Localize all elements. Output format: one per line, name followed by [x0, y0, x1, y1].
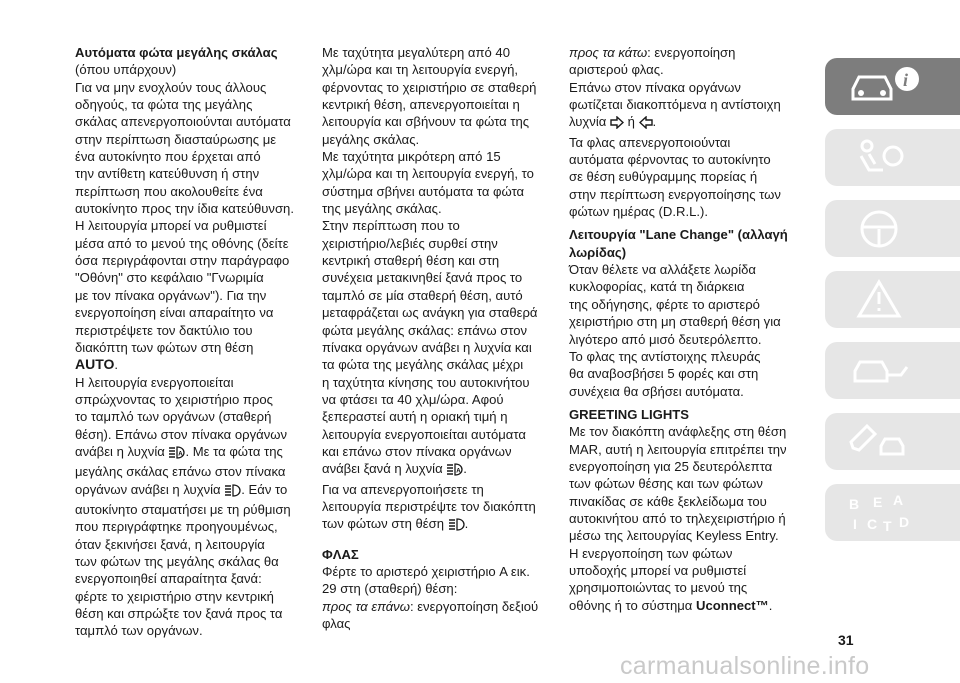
svg-text:D: D [899, 514, 910, 530]
text-line: των φώτων στη θέση . [322, 515, 550, 535]
text-line: Για να απενεργοποιήσετε τη [322, 481, 484, 497]
text-line: αριστερού φλας. [569, 62, 664, 78]
section-heading-lane-change-cont: λωρίδας) [569, 244, 627, 260]
text-line: προς τα επάνω: ενεργοποίηση δεξιού [322, 598, 539, 614]
text-line: συνέχεια μετακινηθεί ξανά προς το [322, 270, 523, 286]
text-line: ανάβει ξανά η λυχνία A . [322, 460, 550, 480]
text-line: φλας [322, 616, 351, 631]
text-line: MAR, αυτή η λειτουργία επιτρέπει την [569, 441, 787, 457]
text-line: οργάνων ανάβει η λυχνία . Εάν το [75, 481, 303, 501]
text-line: θέση). Επάνω στον πίνακα οργάνων [75, 426, 288, 442]
hazard-triangle-icon [847, 278, 927, 322]
paragraph-block [75, 61, 303, 356]
text-line: Η ενεργοποίηση των φώτων [569, 545, 733, 561]
text-line: με τον πίνακα οργάνων"). Για την [75, 287, 267, 303]
tab-safety[interactable] [825, 129, 960, 186]
auto-high-beam-icon [168, 446, 185, 463]
text-line: αυτοκίνητο προς την ίδια κατεύθυνση. [75, 201, 294, 217]
column-3 [569, 44, 797, 614]
text-line: οθόνης ή το σύστημα Uconnect™. [569, 597, 773, 613]
text-line: 29 στη (σταθερή) θέση: [322, 581, 458, 597]
text-line: την αντίθετη κατεύθυνση ή στην [75, 166, 260, 182]
text-line: αυτόματα φέρνοντας το αυτοκίνητο [569, 152, 771, 168]
svg-text:E: E [873, 494, 883, 510]
text-line: ανάβει η λυχνία A . Με τα φώτα της [75, 443, 303, 463]
paragraph-block [569, 61, 797, 113]
chapter-sidebar [825, 58, 960, 618]
paragraph-block [569, 134, 797, 221]
text-line: θέση και σπρώξτε τον ξανά προς τα [75, 606, 283, 621]
text-line: συνέχεια θα σβήσει αυτόματα. [569, 383, 744, 399]
text-line: Στην περίπτωση που το [322, 218, 460, 234]
text-line: οδηγούς, τα φώτα της μεγάλης [75, 97, 253, 113]
text-line: Με ταχύτητα μικρότερη από 15 [322, 149, 501, 165]
text-line: των φώτων θέσης και των φώτων [569, 476, 763, 492]
text-line: Το φλας της αντίστοιχης πλευράς [569, 348, 761, 364]
text-line: σπρώχνοντας το χειριστήριο προς [75, 391, 273, 407]
text-line: μεγάλης σκάλας. [322, 131, 420, 147]
text-line: τα φώτα της μεγάλης σκάλας μέχρι [322, 357, 524, 373]
svg-text:T: T [883, 518, 892, 534]
text-line: το ταμπλό των οργάνων (σταθερή [75, 409, 272, 425]
direction-down-label: προς τα κάτω [569, 45, 648, 60]
text-line: υποδοχής μπορεί να ρυθμιστεί [569, 562, 747, 578]
column-2 [322, 44, 550, 632]
paragraph-block [75, 374, 303, 443]
text-line: ενεργοποίηση για 25 δευτερόλεπτα [569, 458, 773, 474]
column-1 [75, 44, 303, 640]
text-line: Φέρτε το αριστερό χειριστήριο A εικ. [322, 563, 530, 579]
text-line: της οδήγησης, φέρτε το αριστερό [569, 296, 760, 312]
text-line: περίπτωση που ακολουθείτε ένα [75, 183, 263, 199]
text-line: Για να μην ενοχλούν τους άλλους [75, 79, 267, 95]
text-line: των φώτων της μεγάλης σκάλας θα [75, 553, 279, 569]
text-line: αυτοκίνητο σταματήσει με τη ρύθμιση [75, 501, 291, 517]
auto-position-label: AUTO [75, 356, 115, 373]
text-line: Τα φλας απενεργοποιούνται [569, 134, 731, 150]
text-line: Όταν θέλετε να αλλάξετε λωρίδα [569, 262, 756, 278]
text-line: Με τον διακόπτη ανάφλεξης στη θέση [569, 424, 787, 440]
svg-text:A: A [178, 451, 184, 458]
text-line: στην περίπτωση ενεργοποίησης των [569, 186, 781, 202]
direction-up-label: προς τα επάνω [322, 598, 410, 614]
text-line: όσα περιγράφονται στην παράγραφο [75, 253, 290, 269]
text-line: κυκλοφορίας, κατά τη διάρκεια [569, 279, 745, 295]
paragraph-block [322, 563, 550, 598]
text-line: λειτουργία περιστρέψτε τον διακόπτη [322, 498, 536, 514]
svg-text:i: i [903, 70, 909, 90]
airbag-seat-icon [847, 136, 927, 180]
auto-high-beam-icon [446, 463, 463, 480]
wrench-car-icon [847, 420, 927, 464]
text-line: που περιγράφτηκε προηγουμένως, [75, 519, 278, 535]
text-line: όταν ξεκινήσει ξανά, η λειτουργία [75, 536, 265, 552]
text-line: ένα αυτοκίνητο που έρχεται από [75, 149, 261, 165]
steering-wheel-icon [847, 207, 927, 251]
text-line: της μεγάλης σκάλας. [322, 201, 442, 217]
text-line: AUTO. [75, 356, 119, 373]
tab-car-info[interactable] [825, 58, 960, 115]
tab-emergency[interactable] [825, 342, 960, 399]
text-line: περιστρέψετε τον δακτύλιο του [75, 322, 253, 338]
text-line: κεντρική θέση, απενεργοποιείται η [322, 97, 520, 113]
text-line: μεταφράζεται ως ανάγκη για σταθερά [322, 305, 538, 321]
text-line: η ταχύτητα κίνησης του αυτοκινήτου [322, 374, 530, 390]
text-line: χειριστήριο/λεβιές συρθεί στην [322, 235, 498, 251]
high-beam-icon [448, 518, 465, 535]
paragraph-block [569, 423, 797, 596]
text-line: θα αναβοσβήσει 5 φορές και στη [569, 366, 759, 382]
text-line: στην περίπτωση διασταύρωσης με [75, 131, 277, 147]
text-line: διακόπτη των φώτων στη θέση [75, 339, 254, 355]
section-heading-lane-change: Λειτουργία "Lane Change" (αλλαγή [569, 227, 788, 243]
svg-text:A: A [893, 492, 904, 508]
text-line: κεντρική σταθερή θέση και στη [322, 253, 500, 269]
section-heading-auto-high-beams: Αυτόματα φώτα μεγάλης σκάλας [75, 45, 278, 60]
watermark: carmanualsonline.info [620, 652, 870, 680]
text-line: χειριστήριο στη μη σταθερή θέση για [569, 314, 781, 330]
text-line: χλμ/ώρα και τη λειτουργία ενεργή, το [322, 166, 534, 182]
text-line: σε θέση ευθύγραμμης πορείας ή [569, 169, 758, 185]
svg-text:B: B [849, 496, 860, 512]
text-line: λιγότερο από μισό δευτερόλεπτο. [569, 331, 762, 347]
text-line: χρησιμοποιώντας το μενού της [569, 580, 748, 596]
paragraph-block [322, 481, 550, 516]
tab-index[interactable] [825, 484, 960, 541]
text-line: ταμπλό σε μία σταθερή θέση, αυτό [322, 287, 523, 303]
paragraph-block [322, 44, 550, 460]
page-number: 31 [838, 632, 854, 648]
text-line: φώτων ημέρας (D.R.L.). [569, 204, 709, 220]
paragraph-block [569, 261, 797, 400]
text-line: φωτίζεται διακοπτόμενα η αντίστοιχη [569, 97, 781, 113]
svg-text:I: I [853, 516, 857, 532]
tab-maintenance[interactable] [825, 413, 960, 470]
text-line: μέσω της λειτουργίας Keyless Entry. [569, 528, 779, 544]
text-line: μεγάλης σκάλας επάνω στον πίνακα [75, 464, 286, 480]
text-line: ταμπλό των οργάνων. [75, 623, 203, 639]
alphabet-index-icon [847, 491, 927, 535]
text-line: προς τα κάτω: ενεργοποίηση [569, 45, 736, 60]
car-info-icon [847, 65, 927, 109]
text-line: ξεπεραστεί αυτή η οριακή τιμή η [322, 409, 508, 425]
text-line: φέρτε το χειριστήριο στην κεντρική [75, 588, 274, 604]
svg-text:C: C [867, 516, 878, 532]
svg-text:A: A [456, 468, 461, 475]
left-indicator-icon [639, 116, 653, 133]
high-beam-icon [224, 484, 241, 501]
text-line: να φτάσει τα 40 χλμ/ώρα. Αφού [322, 391, 504, 407]
text-line: "Οθόνη" στο κεφάλαιο "Γνωριμία [75, 270, 264, 286]
car-tow-icon [847, 349, 927, 393]
text-line: φέρνοντας το χειριστήριο σε σταθερή [322, 79, 537, 95]
text-line: πινακίδας σε κάθε ξεκλείδωμα του [569, 493, 767, 509]
section-heading-indicators: ΦΛΑΣ [322, 546, 359, 562]
text-line: ενεργοποιηθεί απαραίτητα ξανά: [75, 571, 262, 587]
text-line: σκάλας απενεργοποιούνται αυτόματα [75, 114, 291, 130]
text-line: και επάνω στον πίνακα οργάνων [322, 443, 512, 459]
text-line: Με ταχύτητα μεγαλύτερη από 40 [322, 45, 510, 60]
tab-warning-lights[interactable] [825, 271, 960, 328]
text-line: Η λειτουργία ενεργοποιείται [75, 374, 234, 390]
uconnect-label: Uconnect™ [695, 597, 769, 613]
text-line: σύστημα σβήνει αυτόματα τα φώτα [322, 183, 525, 199]
right-indicator-icon [610, 116, 624, 133]
text-line: αυτοκινήτου από το τηλεχειριστήριο ή [569, 510, 786, 526]
section-heading-greeting-lights: GREETING LIGHTS [569, 406, 690, 422]
text-line: λυχνία ή . [569, 113, 797, 133]
text-line: ενεργοποίηση είναι απαραίτητο να [75, 305, 274, 321]
tab-starting-driving[interactable] [825, 200, 960, 257]
text-line: Η λειτουργία μπορεί να ρυθμιστεί [75, 218, 267, 234]
text-line: Επάνω στον πίνακα οργάνων [569, 79, 741, 95]
text-line: λειτουργία ενεργοποιείται αυτόματα [322, 426, 526, 442]
text-line: μέσα από το μενού της οθόνης (δείτε [75, 235, 289, 251]
text-line: λειτουργία και σβήνουν τα φώτα της [322, 114, 530, 130]
paragraph-block [75, 501, 303, 640]
text-line: (όπου υπάρχουν) [75, 62, 177, 78]
text-line: φώτα μεγάλης σκάλας: επάνω στον [322, 322, 528, 338]
text-line: χλμ/ώρα και τη λειτουργία ενεργή, [322, 62, 519, 78]
text-line: πίνακα οργάνων ανάβει η λυχνία και [322, 339, 532, 355]
